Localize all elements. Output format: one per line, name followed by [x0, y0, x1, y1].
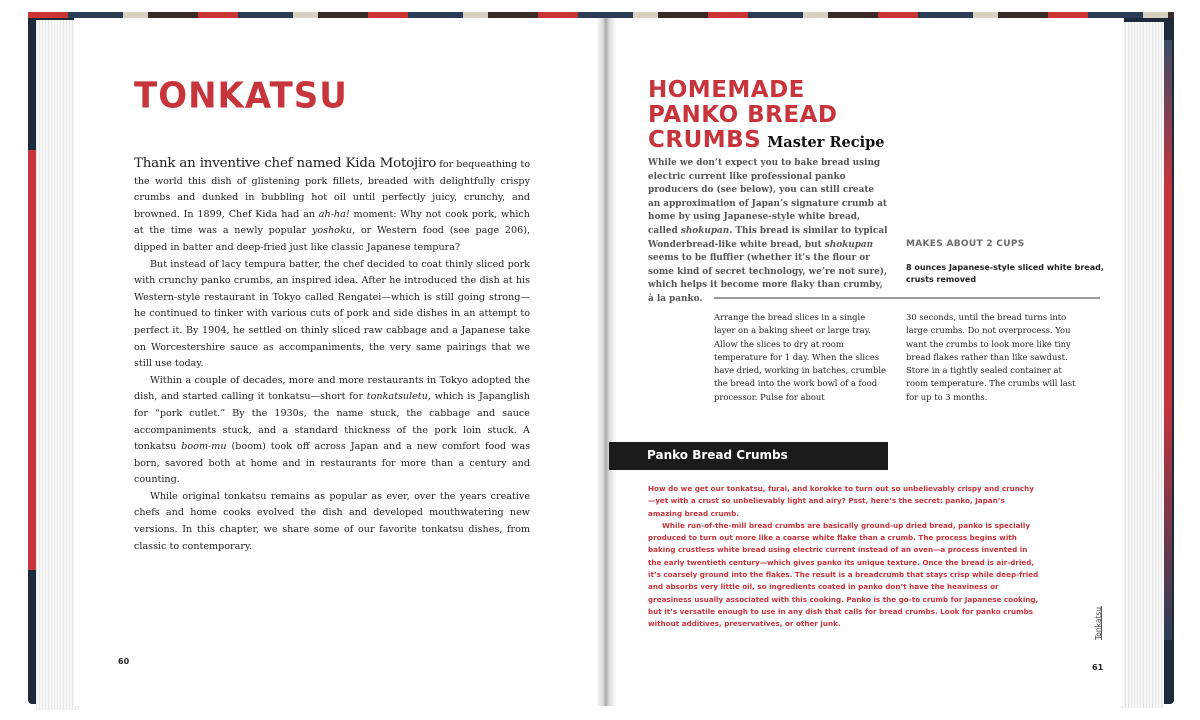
text-span: for bequeathing to the world this dish of glistening pork fillets, breaded with delightfully crispy crumbs and dunked in bubbling hot oil until perfectly juicy, crunchy, and browned. In 1899, Chef Kida had an — [134, 159, 531, 220]
chapter-intro — [134, 156, 530, 555]
sidebar-title: Panko Bread Crumbs — [647, 448, 788, 462]
sidebar-body — [648, 483, 1040, 631]
text-span: . This bread is similar to typical Wonderbread-like white bread, but — [648, 225, 888, 250]
text-span: Within a couple of decades, more and more restaurants in Tokyo adopted the dish, and started calling it tonkatsu—short for — [134, 374, 530, 403]
section-divider — [714, 297, 1100, 299]
lead-in: Thank an inventive chef named Kida Motojiro — [134, 156, 437, 171]
recipe-intro — [648, 157, 888, 307]
recipe-title-line-2: PANKO BREAD — [648, 102, 838, 128]
sidebar-paragraph-1: How do we get our tonkatsu, furai, and korokke to turn out so unbelievably crispy and crunchy—yet with a crust so unbelievably light and airy? Psst, here’s the secret: panko, Japan’s amazing bread crumb. — [648, 484, 1034, 518]
recipe-title-line-3 — [648, 128, 908, 155]
recipe-yield: MAKES ABOUT 2 CUPS — [906, 239, 1025, 249]
method-column-2: 30 seconds, until the bread turns into large crumbs. Do not overprocess. You want the crumbs to look more like tiny bread flakes rather than like sawdust. Store in a tightly sealed container at room temperature. The crumbs will last for up to 3 months. — [906, 312, 1076, 402]
intro-paragraph-4: While original tonkatsu remains as popular as ever, over the years creative chefs and home cooks evolved the dish and developed mouthwatering new versions. In this chapter, we share some of our favorite tonkatsu dishes, from classic to contemporary. — [134, 490, 530, 552]
text-em: yoshoku — [311, 225, 353, 237]
text-em: ah-ha! — [318, 208, 350, 220]
text-span: seems to be fluffier (whether it’s the flour or some kind of secret technology, we’re not sure), which helps it become more flaky than crumby, à la panko. — [648, 253, 888, 304]
page-number-left: 60 — [118, 657, 130, 666]
text-em: tonkatsuletu — [366, 391, 428, 403]
intro-paragraph-3 — [134, 373, 530, 489]
method-column-1: Arrange the bread slices in a single layer on a baking sheet or large tray. Allow the slices to dry at room temperature for 1 day. When the slices have dried, working in batches, crumble the bread into the work bowl of a food processor. Pulse for about — [714, 312, 886, 402]
running-head: Tonkatsu — [1094, 606, 1103, 640]
text-em: shokupan — [680, 225, 730, 236]
text-em: boom-mu — [181, 441, 227, 453]
recipe-title-line-1: HOMEMADE — [648, 77, 805, 103]
book-gutter — [596, 18, 616, 706]
recipe-title — [648, 78, 908, 155]
intro-paragraph-2: But instead of lacy tempura batter, the chef decided to coat thinly sliced pork with crunchy panko crumbs, an inspired idea. After he introduced the dish at his Western-style restaurant in Tokyo called Rengatei—which is still going strong—he continued to tinker with various cuts of pork and side dishes in an attempt to perfect it. By 1904, he settled on thinly sliced raw cabbage and a Japanese take on Worcestershire sauce as accompaniments, the very same pairings that we still use today. — [134, 258, 530, 370]
page-number-right: 61 — [1092, 663, 1104, 672]
master-recipe-label: Master Recipe — [767, 134, 885, 151]
intro-paragraph-1 — [134, 156, 530, 257]
text-span: , which is Japanglish for “pork cutlet.” By the 1930s, the name stuck, the cabbage and sauce accompaniments stuck, and a standard thickness of the pork loin stuck. A tonkatsu — [134, 391, 530, 453]
chapter-title: TONKATSU — [134, 75, 348, 117]
text-span: , or Western food (see page 206), dipped in batter and deep-fried just like classic Japanese tempura? — [134, 225, 530, 253]
page-stack-right — [1120, 22, 1164, 708]
text-em: shokupan — [824, 239, 874, 250]
ingredient-item: 8 ounces Japanese-style sliced white bread, crusts removed — [906, 263, 1104, 284]
sidebar-paragraph-2: While run-of-the-mill bread crumbs are basically ground-up dried bread, panko is specially produced to turn out more like a coarse white flake than a crumb. The process begins with baking crustless white bread using electric current instead of an oven—a process invented in the early twentieth century—which gives panko its unique texture. Once the bread is air-dried, it’s coarsely ground into the flakes. The result is a breadcrumb that stays crisp while deep-fried and absorbs very little oil, so ingredients coated in panko don’t have the heaviness or greasiness usually associated with this cooking. Panko is the go-to crumb for Japanese cooking, but it’s versatile enough to use in any dish that calls for bread crumbs. Look for panko crumbs without additives, preservatives, or other junk. — [648, 520, 1039, 629]
text-span: (boom) took off across Japan and a new comfort food was born, savored both at home and in restaurants for more than a century and counting. — [134, 441, 530, 486]
text-span: While we don’t expect you to bake bread using electric current like professional panko producers do (see below), you can still create an approximation of Japan’s signature crumb at home by using Japanese-style white bread, called — [648, 158, 887, 236]
text-span: moment: Why not cook pork, which at the time was a newly popular — [134, 208, 530, 237]
recipe-title-line-3-text: CRUMBS — [648, 127, 762, 153]
